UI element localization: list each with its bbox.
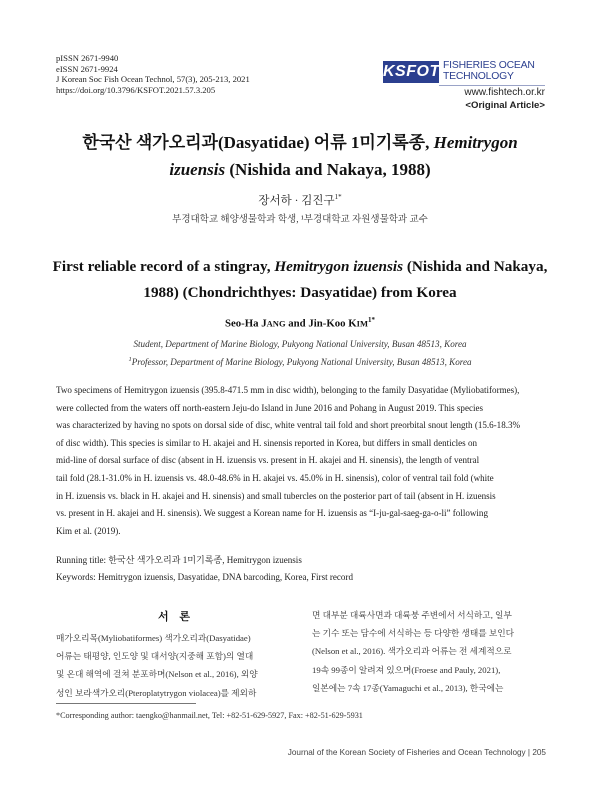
text-line: 는 기수 또는 담수에 서식하는 등 다양한 생태를 보인다 [312, 628, 515, 639]
text-line: Kim et al. (2019). [56, 525, 121, 536]
text-line: 및 온대 해역에 걸쳐 분포하며(Nelson et al., 2016), 외양 [56, 669, 258, 680]
text-line: 면 대부분 대륙사면과 대륙붕 주변에서 서식하고, 일부 [312, 610, 512, 620]
text-line: vs. present in H. akajei and H. sinensis). We suggest a Korean name for H. izuensis as “I-ju-gal-saeg-ga-o-li” following [56, 508, 488, 519]
logo-divider [439, 85, 545, 86]
intro-right-column [312, 606, 548, 697]
journal-url[interactable]: www.fishtech.or.kr [464, 87, 545, 98]
corresponding-author-footnote: *Corresponding author: taengko@hanmail.net, Tel: +82-51-629-5927, Fax: +82-51-629-5931 [56, 711, 363, 720]
english-authors: Seo-Ha JANG and Jin-Koo $KIM^{1*}$ [224, 316, 376, 330]
text-line: 성인 보라색가오리(Pteroplatytrygon violacea)를 제외하 [56, 687, 257, 698]
pissn: pISSN 2671-9940 [56, 53, 119, 63]
text-line: 어류는 태평양, 인도양 및 대서양(지중해 포함)의 열대 [56, 651, 254, 662]
text-line: 매가오리목(Myliobatiformes) 색가오리과(Dasyatidae) [56, 633, 251, 643]
affiliation-1: Student, Department of Marine Biology, Pukyong National University, Busan 48513, Korea [133, 339, 467, 349]
journal-info [56, 53, 336, 95]
doi-link[interactable]: https://doi.org/10.3796/KSFOT.2021.57.3.205 [56, 84, 216, 95]
text-line: (Nelson et al., 2016). 색가오리과 어류는 전 세계적으로 [312, 646, 512, 657]
keywords: Keywords: Hemitrygon izuensis, Dasyatidae, DNA barcoding, Korea, First record [56, 572, 353, 582]
section-heading: 서 론 [157, 611, 194, 623]
citation: J Korean Soc Fish Ocean Technol, 57(3), 205-213, 2021 [56, 74, 250, 85]
korean-title: 한국산 색가오리과(Dasyatidae) 어류 1미기록종, Hemitrygon izuensis (Nishida and Nakaya, 1988) [82, 133, 518, 179]
running-title: Running title: 한국산 색가오리과 1미기록종, Hemitrygon izuensis [56, 555, 302, 565]
ksfot-logo: KSFOT [383, 61, 439, 83]
text-line: in H. izuensis vs. black in H. akajei and H. sinensis) and small tubercles on the posterior part of tail (absent in H. izuensis [56, 490, 496, 501]
article-type: <Original Article> [465, 100, 545, 111]
logo-line-1: FISHERIES OCEAN [443, 60, 535, 71]
text-line: tail fold (28.1-31.0% in H. izuensis vs. 48.0-48.6% in H. akajei vs. 45.0% in H. sinensis), color of ventral tail fold (white [56, 472, 494, 483]
journal-logo [383, 58, 545, 84]
affiliation-2: $^1$Professor, Department of Marine Biology, Pukyong National University, Busan 48513, Korea [128, 356, 472, 368]
eissn: eISSN 2671-9924 [56, 63, 118, 74]
page-footer: Journal of the Korean Society of Fisheries and Ocean Technology | 205 [287, 748, 546, 757]
text-line: 19속 99종이 알려져 있으며(Froese and Pauly, 2021), [312, 664, 501, 675]
text-line: Two specimens of Hemitrygon izuensis (395.8-471.5 mm in disc width), belonging to the family Dasyatidae (Myliobatiformes), [56, 385, 520, 395]
english-affiliation [40, 336, 560, 370]
english-title: First reliable record of a stingray, Hemitrygon izuensis (Nishida and Nakaya, 1988) (Chondrichthyes: Dasyatidae) from Korea [52, 258, 548, 301]
journal-brand [383, 58, 545, 124]
korean-affiliation: 부경대학교 해양생물학과 학생, ¹부경대학교 자원생물학과 교수 [172, 215, 428, 225]
footnote-divider [56, 703, 196, 704]
korean-authors: 장서하 · 김진구$^{1*}$ [258, 193, 342, 207]
text-line: 일본에는 7속 17종(Yamaguchi et al., 2013), 한국에는 [312, 682, 504, 693]
text-line: were collected from the waters off north-eastern Jeju-do Island in June 2016 and Pohang in August 2019. This species [56, 402, 484, 413]
text-line: of disc width). This species is similar to H. akajei and H. sinensis reported in Korea, but differs in small denticles on [56, 437, 478, 448]
abstract [56, 382, 548, 540]
intro-left-column [56, 608, 296, 702]
text-line: was characterized by having no spots on dorsal side of disc, white ventral tail fold and short preorbital snout length (15.6-18.3% [56, 420, 521, 431]
logo-line-2: TECHNOLOGY [443, 71, 514, 82]
text-line: mid-line of dorsal surface of disc (absent in H. izuensis vs. present in H. akajei and H. sinensis), the length of ventral [56, 455, 480, 466]
logo-wordmark [443, 60, 547, 82]
intro-left-text [56, 629, 296, 702]
running-block [56, 552, 548, 586]
